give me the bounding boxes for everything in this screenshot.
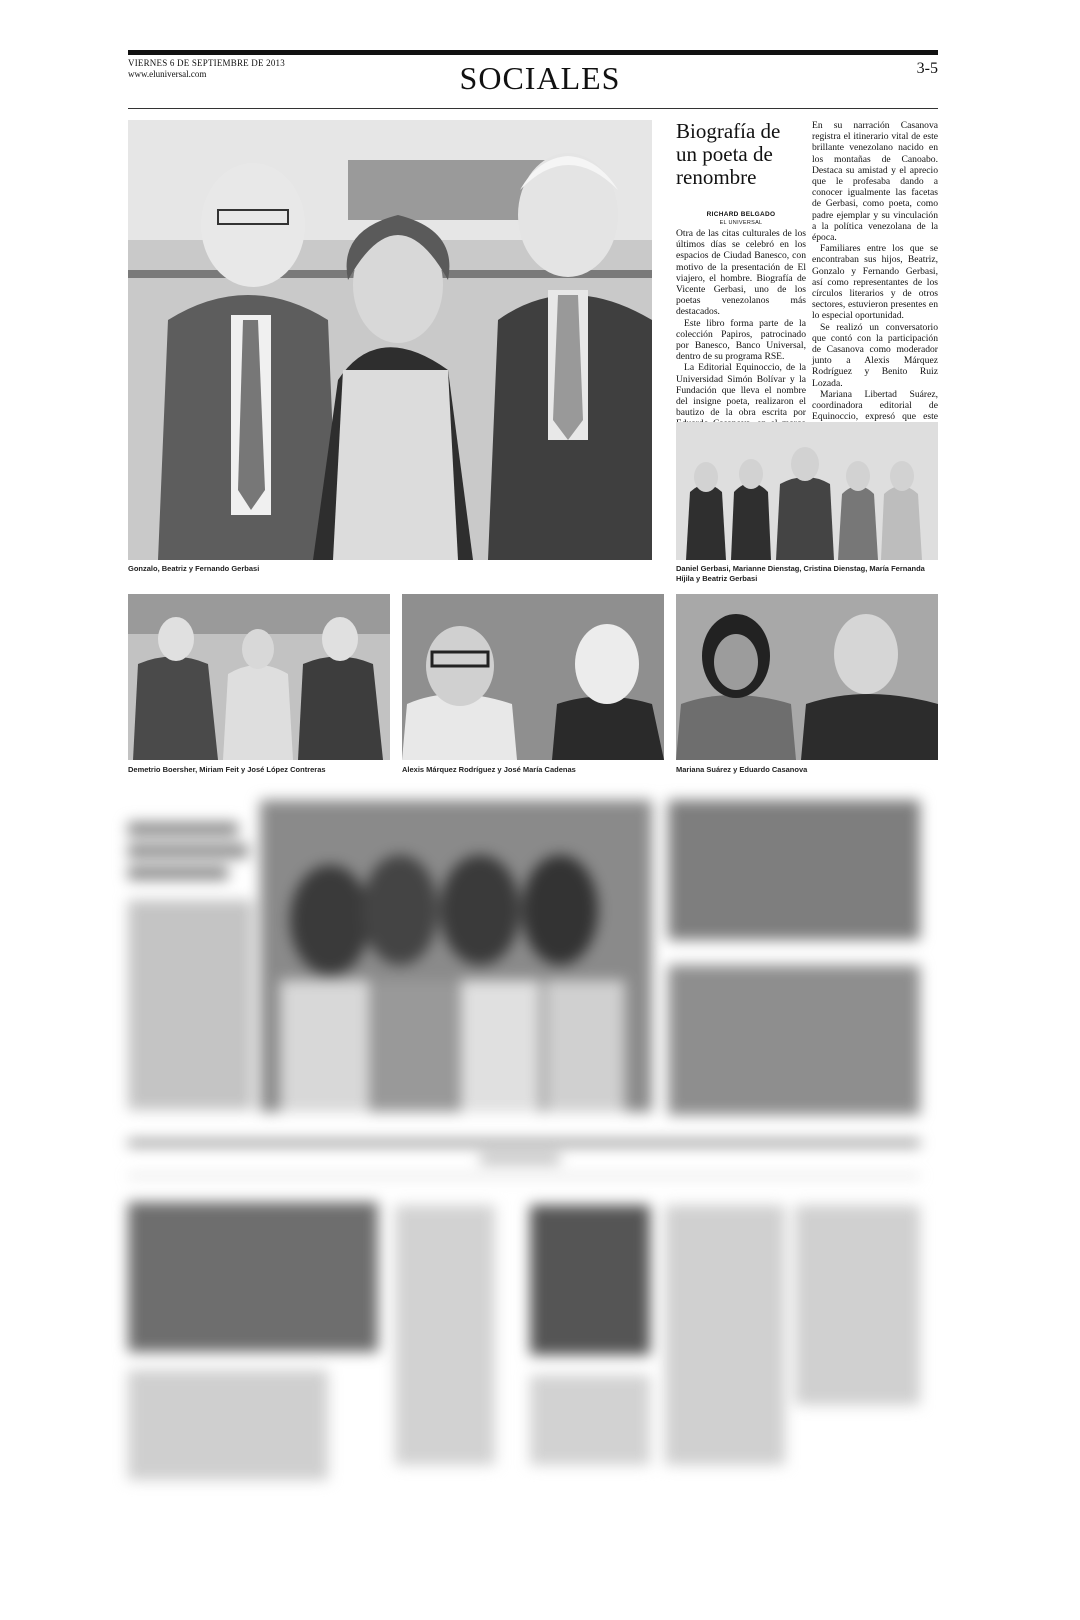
guests-photo-3 <box>676 594 938 760</box>
header-rule <box>128 108 938 109</box>
guests-photo-2 <box>402 594 664 760</box>
guests-photo-1 <box>128 594 390 760</box>
paragraph: Familiares entre los que se encontraban sus hijos, Beatriz, Gonzalo y Fernando Gerbasi, así como representantes de los círculos literarios y de otros sectores, estuvieron presentes en lo especial oportunidad. <box>812 243 938 322</box>
paragraph: Este libro forma parte de la colección Papiros, patrocinado por Banesco, Banco Universal, dentro de su programa RSE. <box>676 317 806 363</box>
family-photo-caption: Daniel Gerbasi, Marianne Dienstag, Cristina Dienstag, María Fernanda Híjila y Beatriz Gerbasi <box>676 564 925 583</box>
paragraph: Se realizó un conversatorio que contó con la participación de Casanova como moderador junto a Alexis Márquez Rodríguez y Benito Ruiz Lozada. <box>812 321 938 389</box>
blurred-lower-section <box>120 800 950 1590</box>
main-photo-caption: Gonzalo, Beatriz y Fernando Gerbasi <box>128 564 260 573</box>
website-url: www.eluniversal.com <box>128 69 207 79</box>
top-rule <box>128 50 938 55</box>
article-byline-source: EL UNIVERSAL <box>719 220 763 226</box>
article-byline: RICHARD BELGADO <box>706 211 776 218</box>
issue-date: VIERNES 6 DE SEPTIEMBRE DE 2013 <box>128 58 285 68</box>
paragraph: Otra de las citas culturales de los últimos días se celebró en los espacios de Ciudad Banesco, con motivo de la presentación de El viajero, el hombre. Biografía de Vicente Gerbasi, uno de los poetas venezolanos más destacados. <box>676 228 806 318</box>
family-photo <box>676 422 938 560</box>
article-column-1 <box>676 228 806 419</box>
paragraph: Mariana Libertad Suárez, coordinadora editorial de Equinoccio, expresó que este <box>812 388 938 423</box>
paragraph: En su narración Casanova registra el itinerario vital de este brillante venezolano nacido en los montañas de Canoabo. Destaca su amistad y el aprecio que le profesaba dando a conocer igualmente las facetas de Gerbasi, como poeta, como padre ejemplar y su vinculación a la política venezolana de la época. <box>812 120 938 244</box>
main-photo <box>128 120 652 560</box>
guests-photo-2-caption: Alexis Márquez Rodríguez y José María Cadenas <box>402 765 576 774</box>
page-number: 3-5 <box>916 60 938 77</box>
paragraph: La Editorial Equinoccio, de la Universidad Simón Bolívar y la Fundación que lleva el nombre del insigne poeta, realizaron el bautizo de la obra escrita por <box>676 362 806 419</box>
guests-photo-3-caption: Mariana Suárez y Eduardo Casanova <box>676 765 808 774</box>
guests-photo-1-caption: Demetrio Boersher, Miriam Feit y José López Contreras <box>128 765 326 774</box>
article-headline: Biografía de un poeta de renombre <box>676 119 781 189</box>
section-title: SOCIALES <box>459 60 621 96</box>
article-column-2 <box>812 120 938 423</box>
